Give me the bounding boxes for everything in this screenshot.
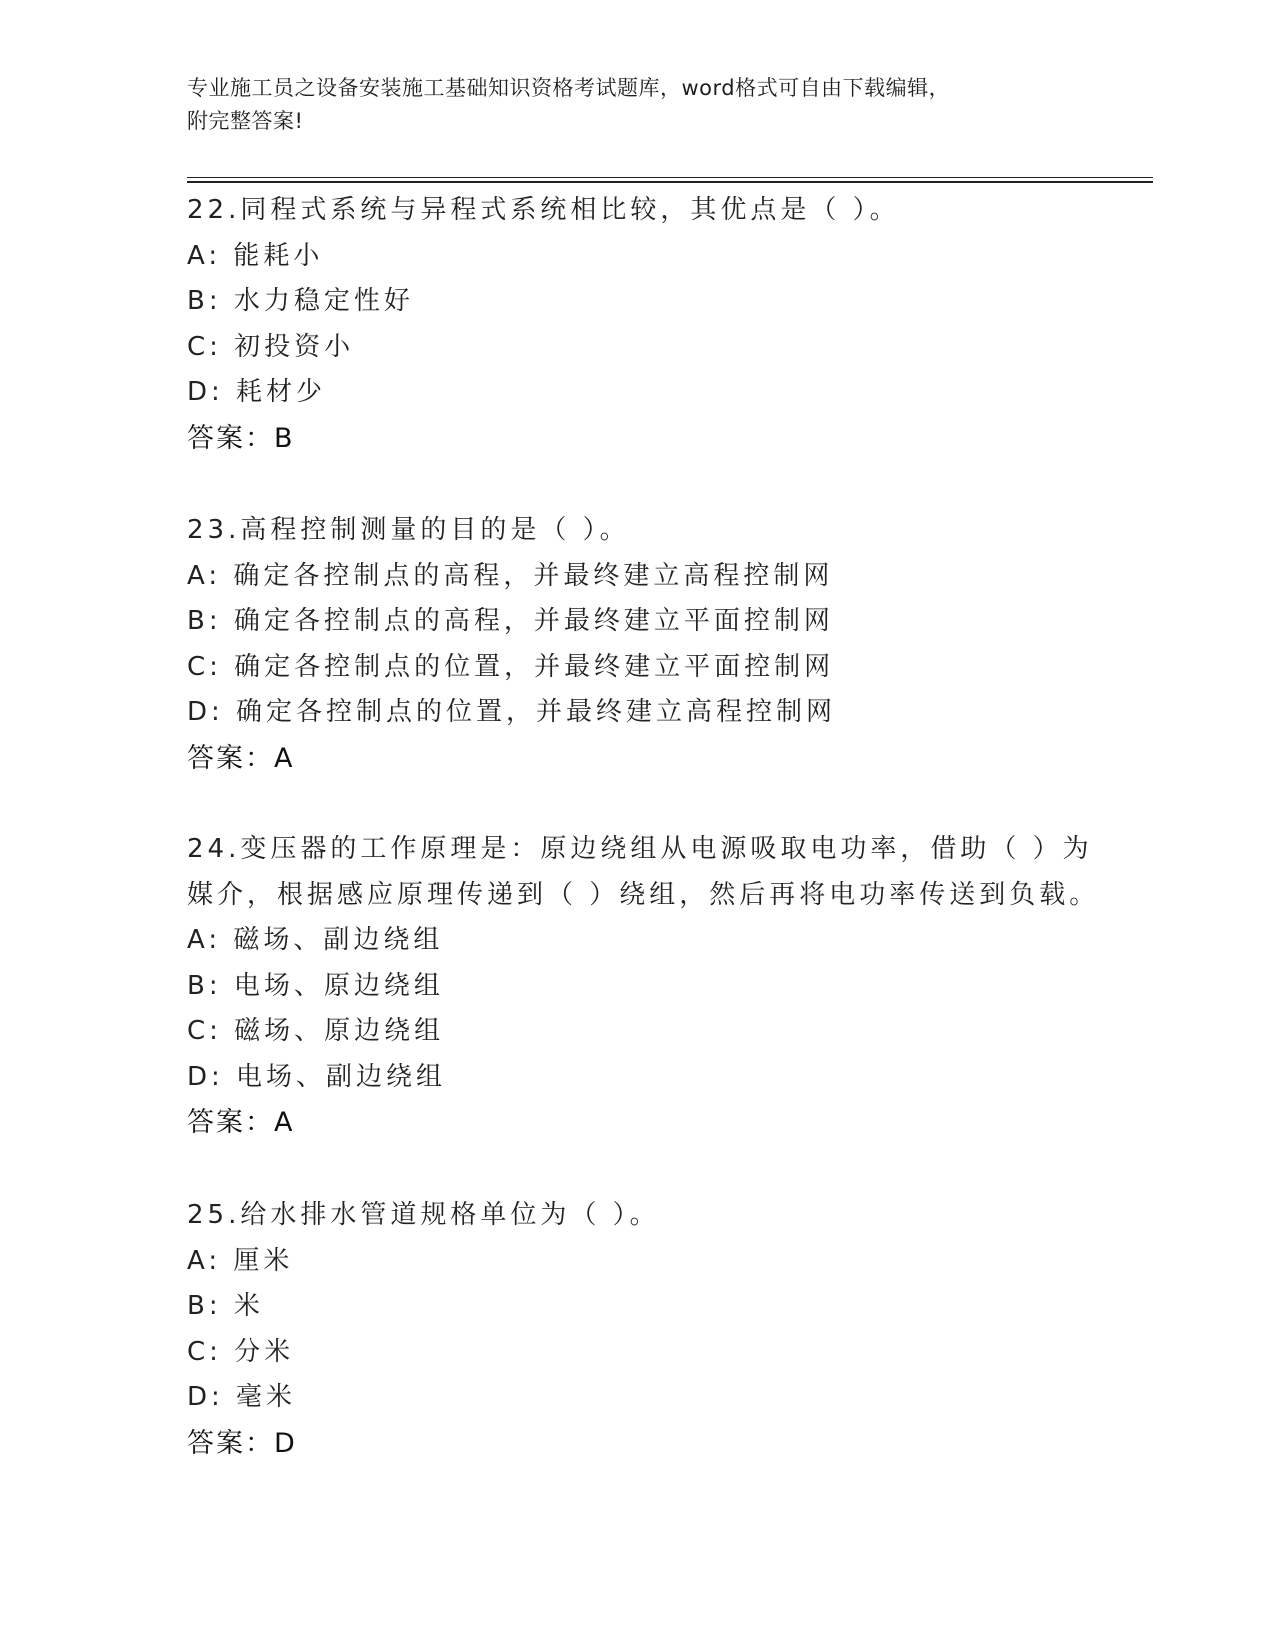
- header-line-2: 附完整答案!: [187, 109, 304, 133]
- option-d: D: 毫米: [187, 1382, 297, 1412]
- option-c: C: 磁场、原边绕组: [187, 1016, 445, 1046]
- option-b: B: 确定各控制点的高程，并最终建立平面控制网: [187, 606, 834, 636]
- question-25: [187, 1193, 1087, 1466]
- header-divider-thin: [187, 177, 1153, 178]
- option-a: A: 厘米: [187, 1245, 294, 1276]
- question-stem: 25.给水排水管道规格单位为（ ）。: [187, 1200, 660, 1230]
- answer: 答案：B: [187, 422, 295, 454]
- option-a: A: 磁场、副边绕组: [187, 925, 444, 955]
- header-divider-thick: [187, 181, 1153, 183]
- option-b: B: 电场、原边绕组: [187, 970, 444, 1001]
- option-c: C: 确定各控制点的位置，并最终建立平面控制网: [187, 651, 835, 682]
- document-header: [187, 72, 1067, 138]
- question-stem: 22.同程式系统与异程式系统相比较，其优点是（ ）。: [187, 195, 900, 225]
- answer: 答案：A: [187, 1107, 295, 1138]
- question-24: [187, 827, 1100, 1146]
- option-c: C: 初投资小: [187, 331, 355, 362]
- header-line-1: 专业施工员之设备安装施工基础知识资格考试题库，word格式可自由下载编辑，: [187, 76, 951, 100]
- option-c: C: 分米: [187, 1336, 295, 1367]
- question-22: [187, 188, 1087, 461]
- option-a: A: 确定各控制点的高程，并最终建立高程控制网: [187, 560, 834, 591]
- option-d: D: 电场、副边绕组: [187, 1061, 447, 1092]
- option-b: B: 水力稳定性好: [187, 286, 414, 316]
- option-a: A: 能耗小: [187, 240, 324, 271]
- question-stem-line-1: 24.变压器的工作原理是：原边绕组从电源吸取电功率，借助（ ）为: [187, 834, 1093, 864]
- option-d: D: 确定各控制点的位置，并最终建立高程控制网: [187, 697, 837, 727]
- question-23: [187, 508, 1087, 781]
- question-stem: 23.高程控制测量的目的是（ ）。: [187, 515, 630, 545]
- option-d: D: 耗材少: [187, 377, 327, 407]
- answer: 答案：A: [187, 742, 295, 774]
- question-stem-line-2: 媒介，根据感应原理传递到（ ）绕组，然后再将电功率传送到负载。: [187, 879, 1100, 910]
- option-b: B: 米: [187, 1291, 264, 1321]
- answer: 答案：D: [187, 1427, 297, 1459]
